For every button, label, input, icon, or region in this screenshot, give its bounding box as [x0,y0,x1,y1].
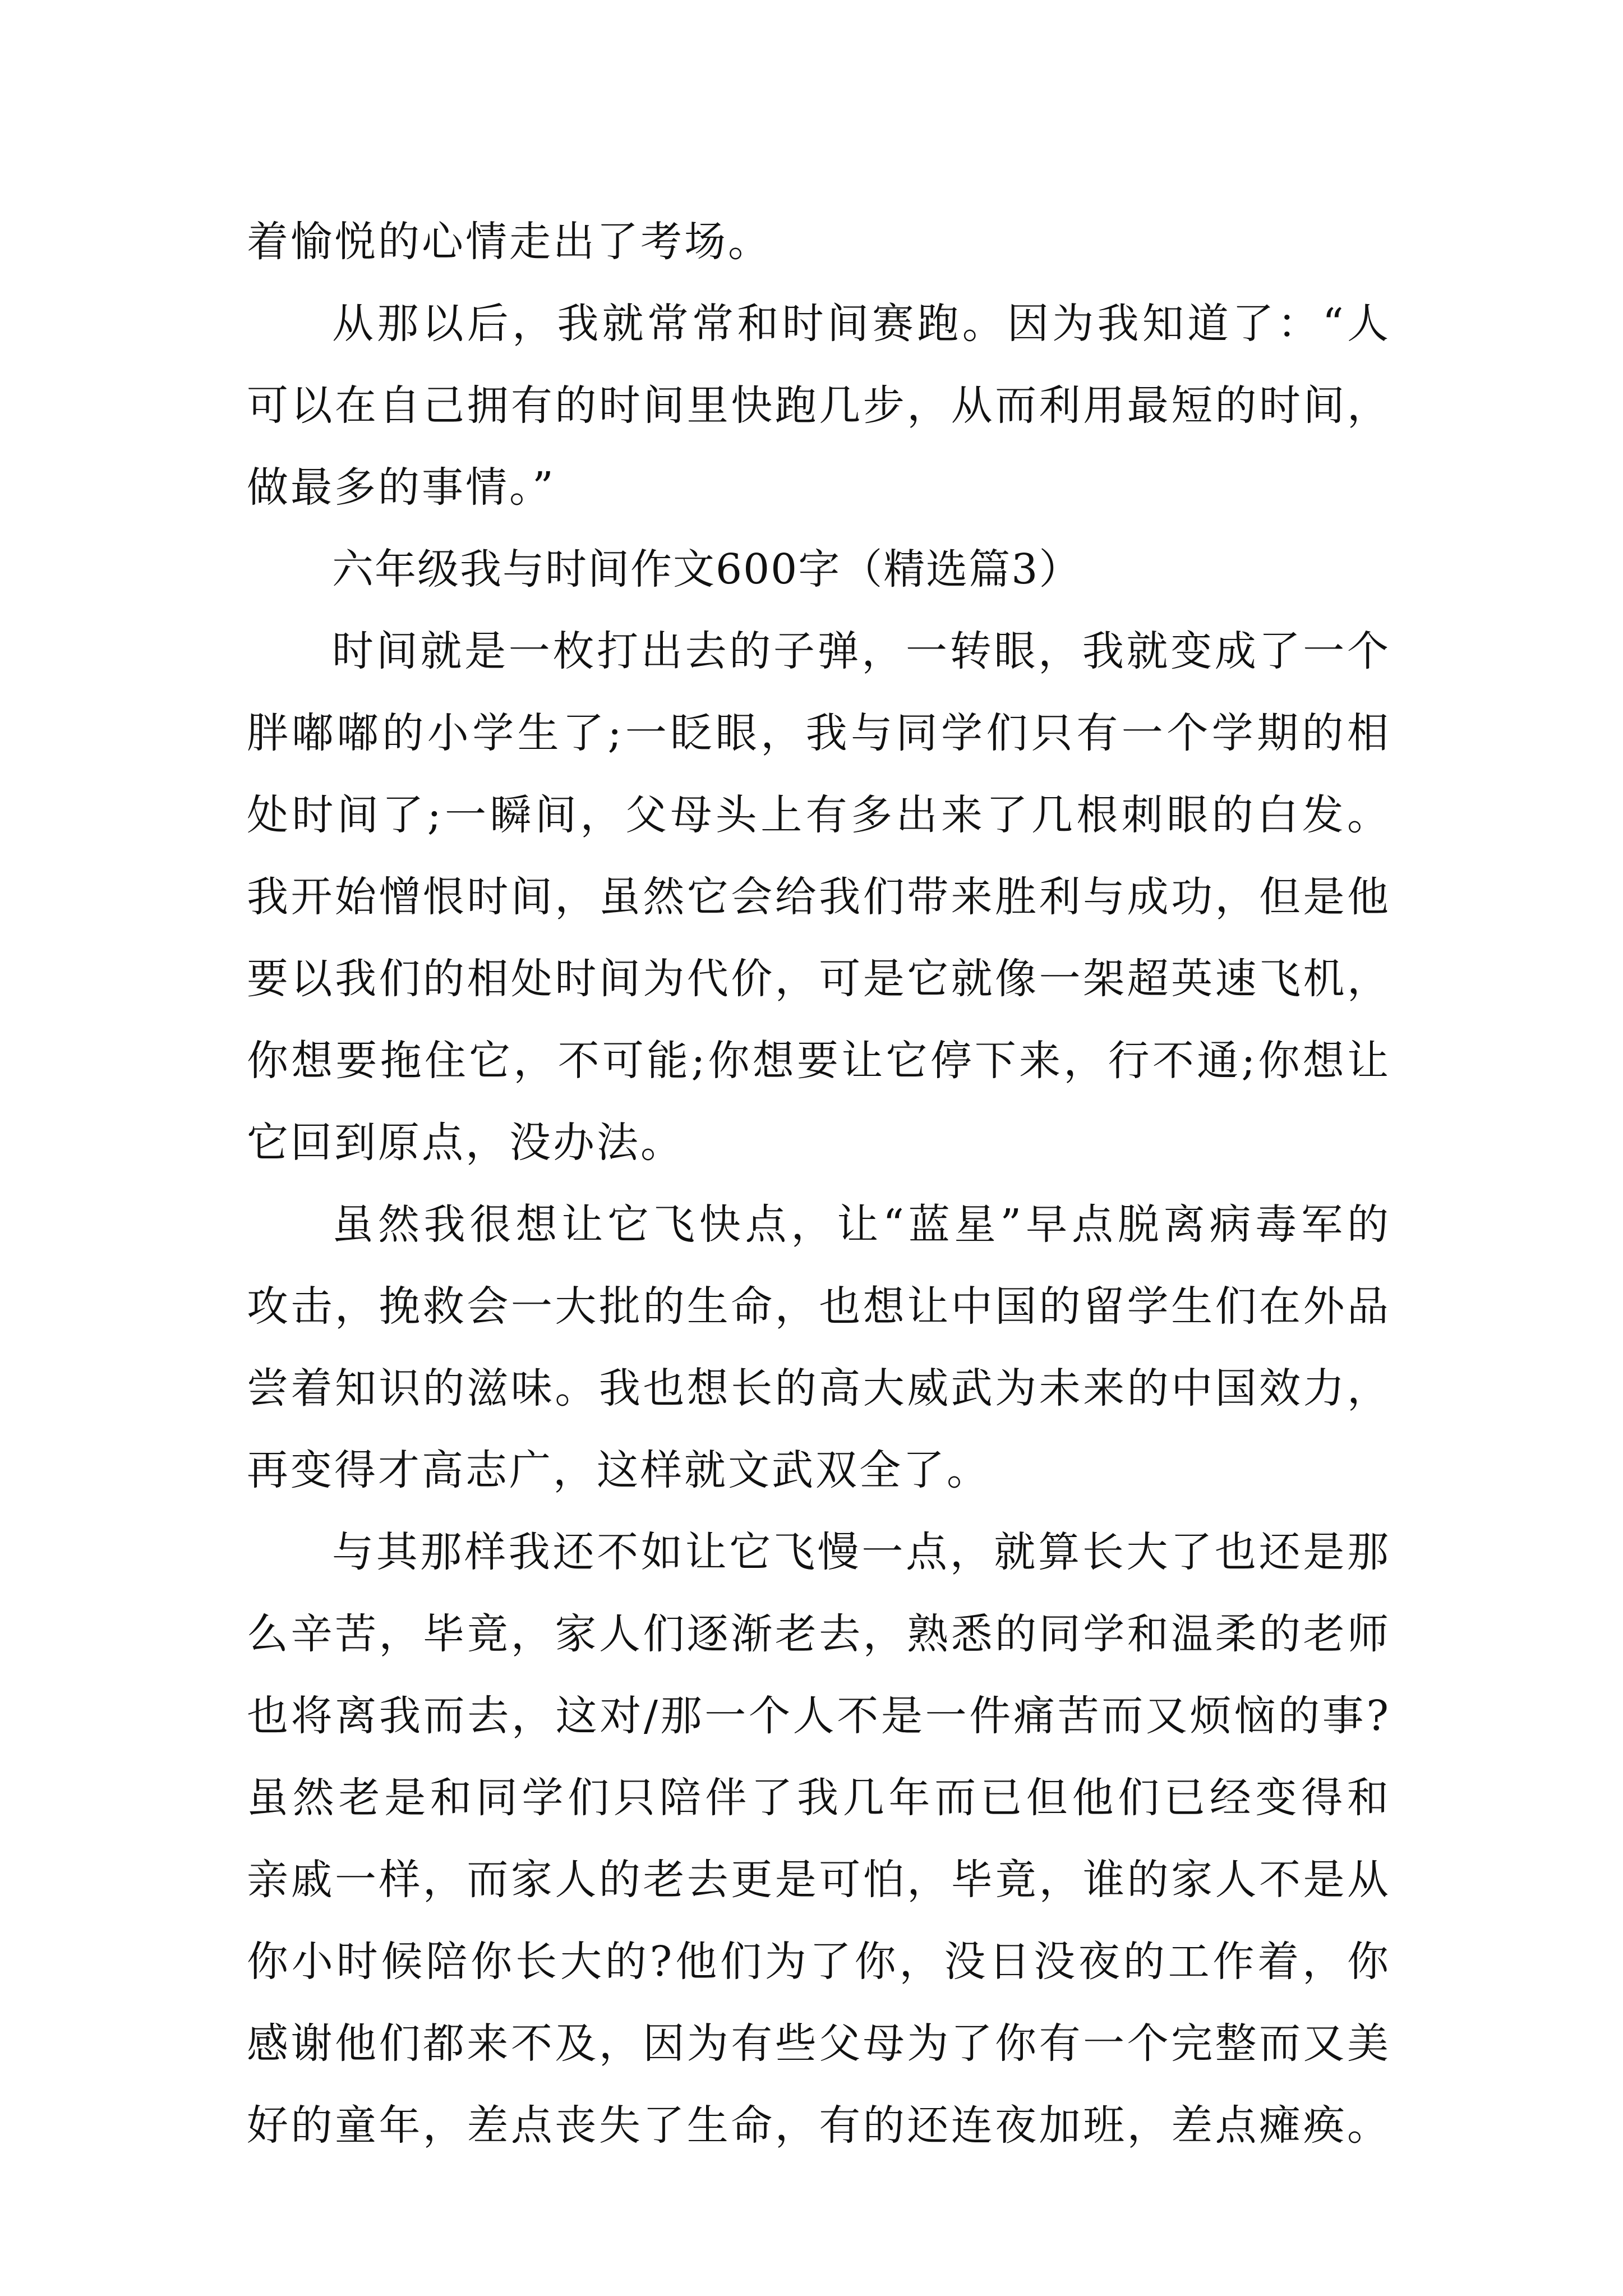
text-line: 攻击，挽救会一大批的生命，也想让中国的留学生们在外品 [247,1282,1391,1331]
text-line: 再变得才高志广，这样就文武双全了。 [247,1446,990,1494]
text-line: 它回到原点，没办法。 [247,1119,684,1167]
text-line: 要以我们的相处时间为代价，可是它就像一架超英速飞机， [247,955,1391,1003]
text-line: 我开始憎恨时间，虽然它会给我们带来胜利与成功，但是他 [247,873,1391,921]
text-line: 你小时候陪你长大的?他们为了你，没日没夜的工作着，你 [247,1938,1391,1986]
text-line: 与其那样我还不如让它飞慢一点，就算长大了也还是那 [332,1528,1391,1576]
text-line: 感谢他们都来不及，因为有些父母为了你有一个完整而又美 [247,2019,1391,2068]
text-line: 做最多的事情。” [247,463,556,512]
text-line: 尝着知识的滋味。我也想长的高大威武为未来的中国效力， [247,1364,1391,1412]
text-line: 么辛苦，毕竟，家人们逐渐老去，熟悉的同学和温柔的老师 [247,1610,1391,1658]
text-line: 也将离我而去，这对/那一个人不是一件痛苦而又烦恼的事? [247,1692,1391,1740]
text-line: 处时间了;一瞬间，父母头上有多出来了几根刺眼的白发。 [247,791,1391,839]
text-line: 着愉悦的心情走出了考场。 [247,218,772,266]
text-line: 虽然老是和同学们只陪伴了我几年而已但他们已经变得和 [247,1774,1391,1822]
text-line: 时间就是一枚打出去的子弹，一转眼，我就变成了一个 [332,627,1391,675]
text-line: 好的童年，差点丧失了生命，有的还连夜加班，差点瘫痪。 [247,2101,1391,2150]
text-line: 可以在自己拥有的时间里快跑几步，从而利用最短的时间， [247,381,1391,430]
section-heading: 六年级我与时间作文600字（精选篇3） [332,545,1082,593]
text-line: 你想要拖住它，不可能;你想要让它停下来，行不通;你想让 [247,1037,1391,1085]
text-line: 亲戚一样，而家人的老去更是可怕，毕竟，谁的家人不是从 [247,1856,1391,1904]
text-line: 从那以后，我就常常和时间赛跑。因为我知道了：“人 [332,300,1391,348]
text-line: 胖嘟嘟的小学生了;一眨眼，我与同学们只有一个学期的相 [247,709,1391,757]
text-line: 虽然我很想让它飞快点，让“蓝星”早点脱离病毒军的 [332,1200,1391,1249]
